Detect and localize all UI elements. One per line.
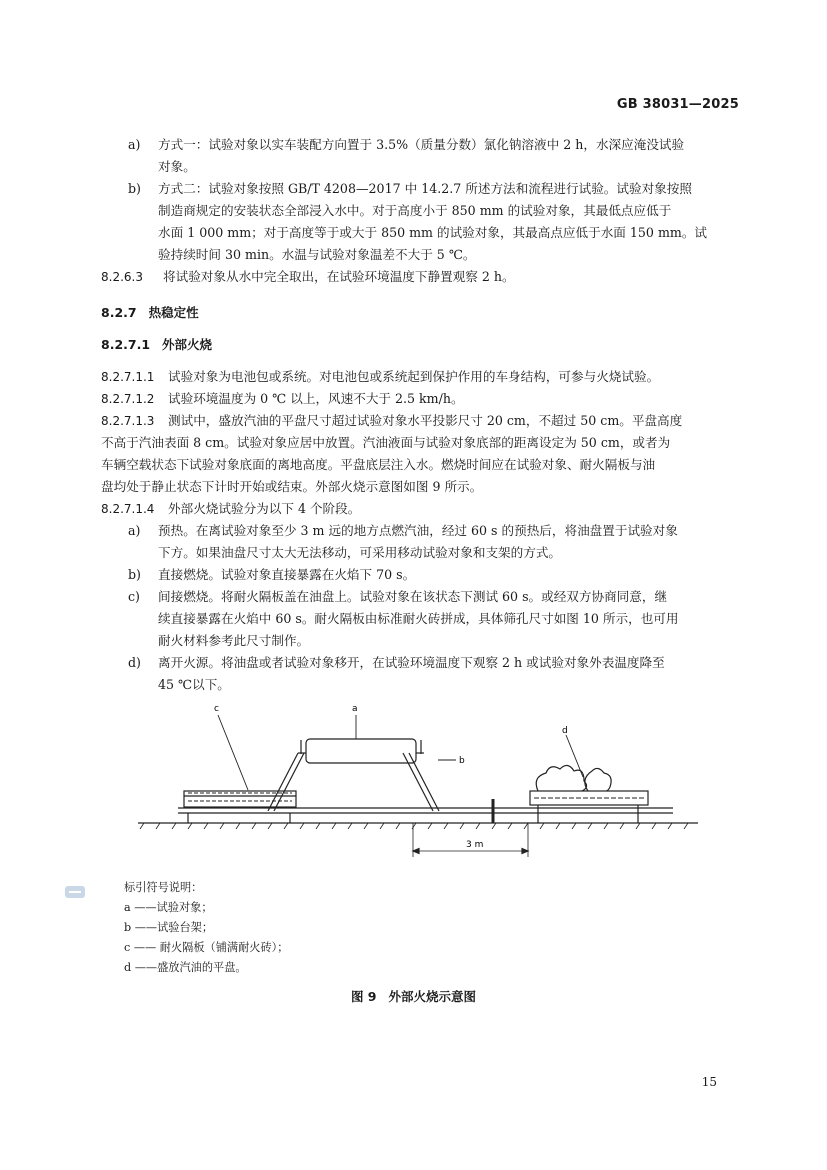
- list-label: a): [128, 523, 141, 538]
- leader-c: [218, 715, 248, 790]
- figure-caption: [0, 987, 827, 1005]
- ground-hatching: [140, 823, 688, 829]
- list-item-text: 方式一：试验对象以实车装配方向置于 3.5%（质量分数）氯化钠溶液中 2 h，水深应淹没试验: [158, 137, 685, 152]
- list-item-text: 方式二：试验对象按照 GB/T 4208—2017 中 14.2.7 所述方法和流程进行试验。试验对象按照: [158, 181, 692, 196]
- figure-label-c: c: [214, 704, 219, 714]
- rig-leg-left: [268, 753, 298, 811]
- list-label: a): [128, 137, 141, 152]
- figure-distance-label: 3 m: [466, 840, 484, 850]
- clause-number: 8.2.7.1.1: [101, 370, 155, 384]
- clause-text: 将试验对象从水中完全取出，在试验环境温度下静置观察 2 h。: [163, 269, 515, 284]
- legend-title: 标引符号说明：: [124, 881, 203, 894]
- test-object: [306, 739, 416, 763]
- figure-label-a: a: [352, 704, 358, 714]
- list-label: c): [128, 589, 140, 604]
- figure-label-d: d: [562, 726, 568, 736]
- clause-text: 不高于汽油表面 8 cm。试验对象应居中放置。汽油液面与试验对象底部的距离设定为 50 cm，或者为: [101, 435, 671, 450]
- list-item-text: 45 ℃以下。: [158, 677, 230, 692]
- standard-code: GB 38031—2025: [616, 97, 739, 112]
- figure-number: 图 9: [350, 989, 377, 1004]
- clause-text: 试验对象为电池包或系统。对电池包或系统起到保护作用的车身结构，可参与火烧试验。: [168, 369, 660, 384]
- list-item-text: 续直接暴露在火焰中 60 s。耐火隔板由标准耐火砖拼成，具体筛孔尺寸如图 10 所示，也可用: [158, 611, 679, 626]
- list-item-text: 直接燃烧。试验对象直接暴露在火焰下 70 s。: [158, 567, 416, 582]
- clause-text: 盘均处于静止状态下计时开始或结束。外部火烧示意图如图 9 所示。: [101, 479, 483, 494]
- clause-text: 外部火烧试验分为以下 4 个阶段。: [168, 501, 361, 516]
- list-item-text: 预热。在离试验对象至少 3 m 远的地方点燃汽油，经过 60 s 的预热后，将油盘置于试验对象: [158, 523, 678, 538]
- clause-text: 测试中，盛放汽油的平盘尺寸超过试验对象水平投影尺寸 20 cm，不超过 50 cm。平盘高度: [168, 413, 683, 428]
- clause-number: 8.2.7.1.3: [101, 414, 155, 428]
- list-item-text: 水面 1 000 mm；对于高度等于或大于 850 mm 的试验对象，其最高点应低于水面 150 mm。试: [158, 225, 708, 240]
- section-heading: [101, 303, 199, 321]
- figure-title: 外部火烧示意图: [388, 989, 477, 1004]
- list-item-text: 对象。: [158, 159, 196, 174]
- list-item-text: 耐火材料参考此尺寸制作。: [158, 633, 310, 648]
- clause-number: 8.2.7.1.4: [101, 502, 155, 516]
- list-item-text: 离开火源。将油盘或者试验对象移开，在试验环境温度下观察 2 h 或试验对象外表温度降至: [158, 655, 665, 670]
- legend-item: b ——试验台架；: [124, 921, 214, 934]
- subsection-heading: [101, 335, 212, 353]
- watermark-icon: [64, 884, 86, 900]
- list-label: d): [128, 655, 141, 670]
- clause-number: 8.2.7.1.2: [101, 392, 155, 406]
- list-item-text: 验持续时间 30 min。水温与试验对象温差不大于 5 ℃。: [158, 247, 476, 262]
- legend-item: c —— 耐火隔板（铺满耐火砖）；: [124, 941, 289, 954]
- subsection-number: 8.2.7.1: [101, 337, 151, 352]
- fuel-pan: [530, 791, 648, 805]
- list-item-text: 间接燃烧。将耐火隔板盖在油盘上。试验对象在该状态下测试 60 s。或经双方协商同意，继: [158, 589, 668, 604]
- clause-text: 车辆空载状态下试验对象底面的离地高度。平盘底层注入水。燃烧时间应在试验对象、耐火隔板与油: [101, 457, 656, 472]
- section-number: 8.2.7: [101, 305, 137, 320]
- list-item-text: 制造商规定的安装状态全部浸入水中。对于高度小于 850 mm 的试验对象，其最低点应低于: [158, 203, 672, 218]
- list-label: b): [128, 567, 141, 582]
- section-title: 热稳定性: [148, 305, 199, 320]
- legend-item: a ——试验对象；: [124, 901, 213, 914]
- flame-2: [585, 768, 611, 791]
- subsection-title: 外部火烧: [162, 337, 213, 352]
- rig-leg-right: [403, 753, 433, 811]
- fire-test-diagram: [138, 695, 698, 870]
- flame-1: [536, 765, 586, 791]
- clause-number: 8.2.6.3: [101, 270, 143, 284]
- list-label: b): [128, 181, 141, 196]
- clause-text: 试验环境温度为 0 ℃ 以上，风速不大于 2.5 km/h。: [168, 391, 464, 406]
- page-number: 15: [701, 1075, 717, 1089]
- list-item-text: 下方。如果油盘尺寸太大无法移动，可采用移动试验对象和支架的方式。: [158, 545, 561, 560]
- figure-label-b: b: [459, 756, 465, 766]
- legend-item: d ——盛放汽油的平盘。: [124, 961, 247, 974]
